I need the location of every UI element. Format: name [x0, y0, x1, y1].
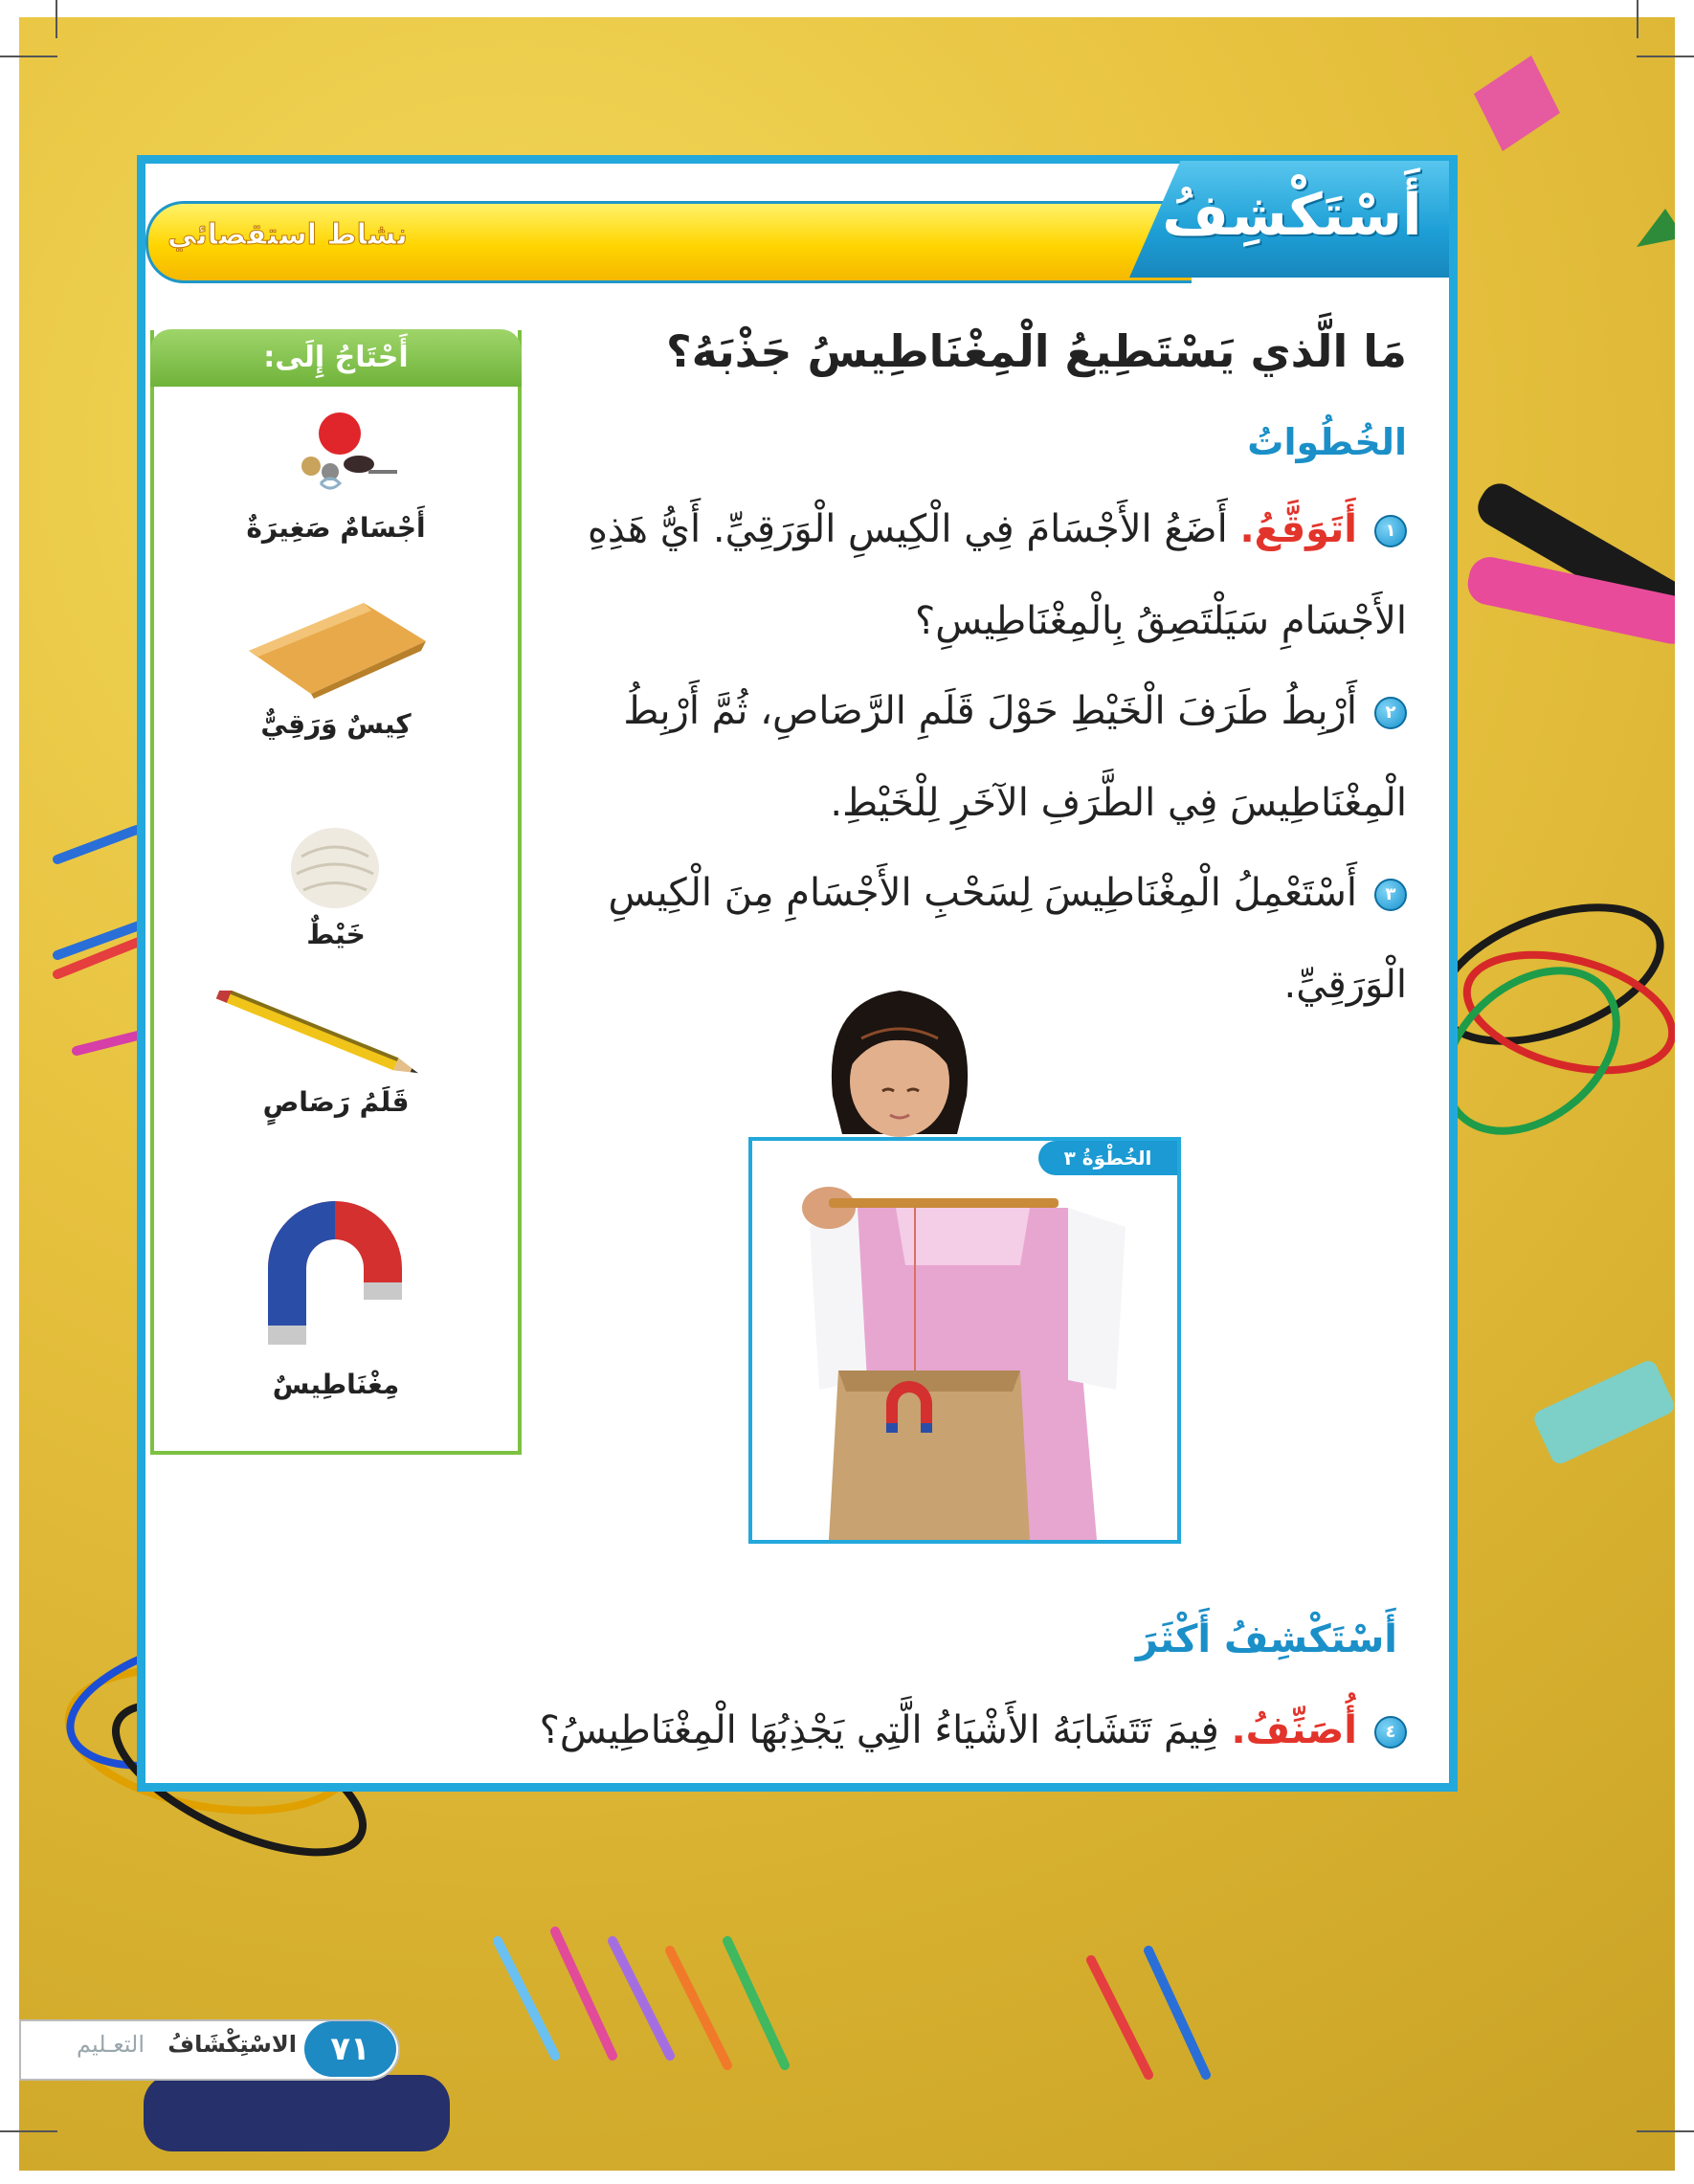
crop-mark: [1637, 56, 1694, 57]
photo-step-badge: الخُطْوَةُ ٣: [1038, 1141, 1177, 1175]
step-number: ١: [1374, 515, 1407, 547]
main-question: مَا الَّذي يَسْتَطِيعُ الْمِغْنَاطِيسُ جَذْبَهُ؟: [665, 325, 1407, 377]
banner-subtitle: نشاط استقصائي: [167, 218, 408, 252]
materials-item-label: أَجْسَامٌ صَغِيرَةٌ: [246, 512, 426, 544]
page-number: ٧١: [304, 2021, 396, 2077]
step-text: أَرْبِطُ طَرَفَ الْخَيْطِ حَوْلَ قَلَمِ الرَّصَاصِ، ثُمَّ أَرْبِطُ: [623, 689, 1357, 733]
crop-mark: [1637, 0, 1638, 38]
crop-mark: [56, 0, 57, 38]
magnet-icon: [249, 1182, 421, 1364]
girl-illustration: [752, 1141, 1177, 1540]
footer-section-title: الاسْتِكْشَافُ: [167, 2031, 297, 2058]
crop-mark: [0, 2130, 57, 2132]
explore-more-heading: أَسْتَكْشِفُ أَكْثَرَ: [1135, 1617, 1397, 1661]
steps-heading: الخُطُواتُ: [1247, 421, 1407, 463]
small-objects-icon: [282, 407, 397, 502]
step-text-continued: الْوَرَقِيِّ.: [1283, 963, 1407, 1007]
banner-title: أَسْتَكْشِفُ: [1162, 182, 1422, 249]
step-text: فِيمَ تَتَشَابَهُ الأَشْيَاءُ الَّتِي يَجْذِبُهَا الْمِغْنَاطِيسُ؟: [539, 1708, 1219, 1752]
girl-head: [814, 981, 986, 1144]
materials-item-label: خَيْطٌ: [306, 919, 366, 950]
step-text: أَسْتَعْمِلُ الْمِغْنَاطِيسَ لِسَحْبِ الأَجْسَامِ مِنَ الْكِيسِ: [608, 871, 1357, 915]
string-ball-icon: [282, 818, 388, 914]
step-number: ٣: [1374, 879, 1407, 911]
materials-item-label: قَلَمُ رَصَاصٍ: [262, 1086, 410, 1118]
step-1: [517, 483, 1407, 667]
crop-mark: [1637, 2130, 1694, 2132]
materials-item-label: مِغْنَاطِيسٌ: [272, 1369, 400, 1400]
step-text-continued: الأَجْسَامِ سَيَلْتَصِقُ بِالْمِغْنَاطِيسِ؟: [915, 599, 1407, 643]
materials-item-label: كِيسٌ وَرَقِيٌّ: [260, 708, 412, 740]
footer-edu-text: التعـليم: [77, 2031, 145, 2058]
paper-bag-icon: [239, 593, 431, 699]
materials-header: أَحْتَاجُ إِلَى:: [150, 329, 522, 387]
step-verb: أَتَوَقَّعُ.: [1239, 507, 1357, 551]
step-4: [517, 1684, 1407, 1776]
step-number: ٤: [1374, 1716, 1407, 1749]
step-number: ٢: [1374, 697, 1407, 729]
pencil-icon: [206, 991, 435, 1077]
step-2: [517, 665, 1407, 849]
step-text-continued: الْمِغْنَاطِيسَ فِي الطَّرَفِ الآخَرِ لِلْخَيْطِ.: [830, 781, 1407, 825]
step-3-photo: [748, 1137, 1181, 1544]
step-verb: أُصَنِّفُ.: [1231, 1708, 1357, 1752]
crop-mark: [0, 56, 57, 57]
step-text: أَضَعُ الأَجْسَامَ فِي الْكِيسِ الْوَرَقِيِّ. أَيُّ هَذِهِ: [587, 507, 1228, 551]
